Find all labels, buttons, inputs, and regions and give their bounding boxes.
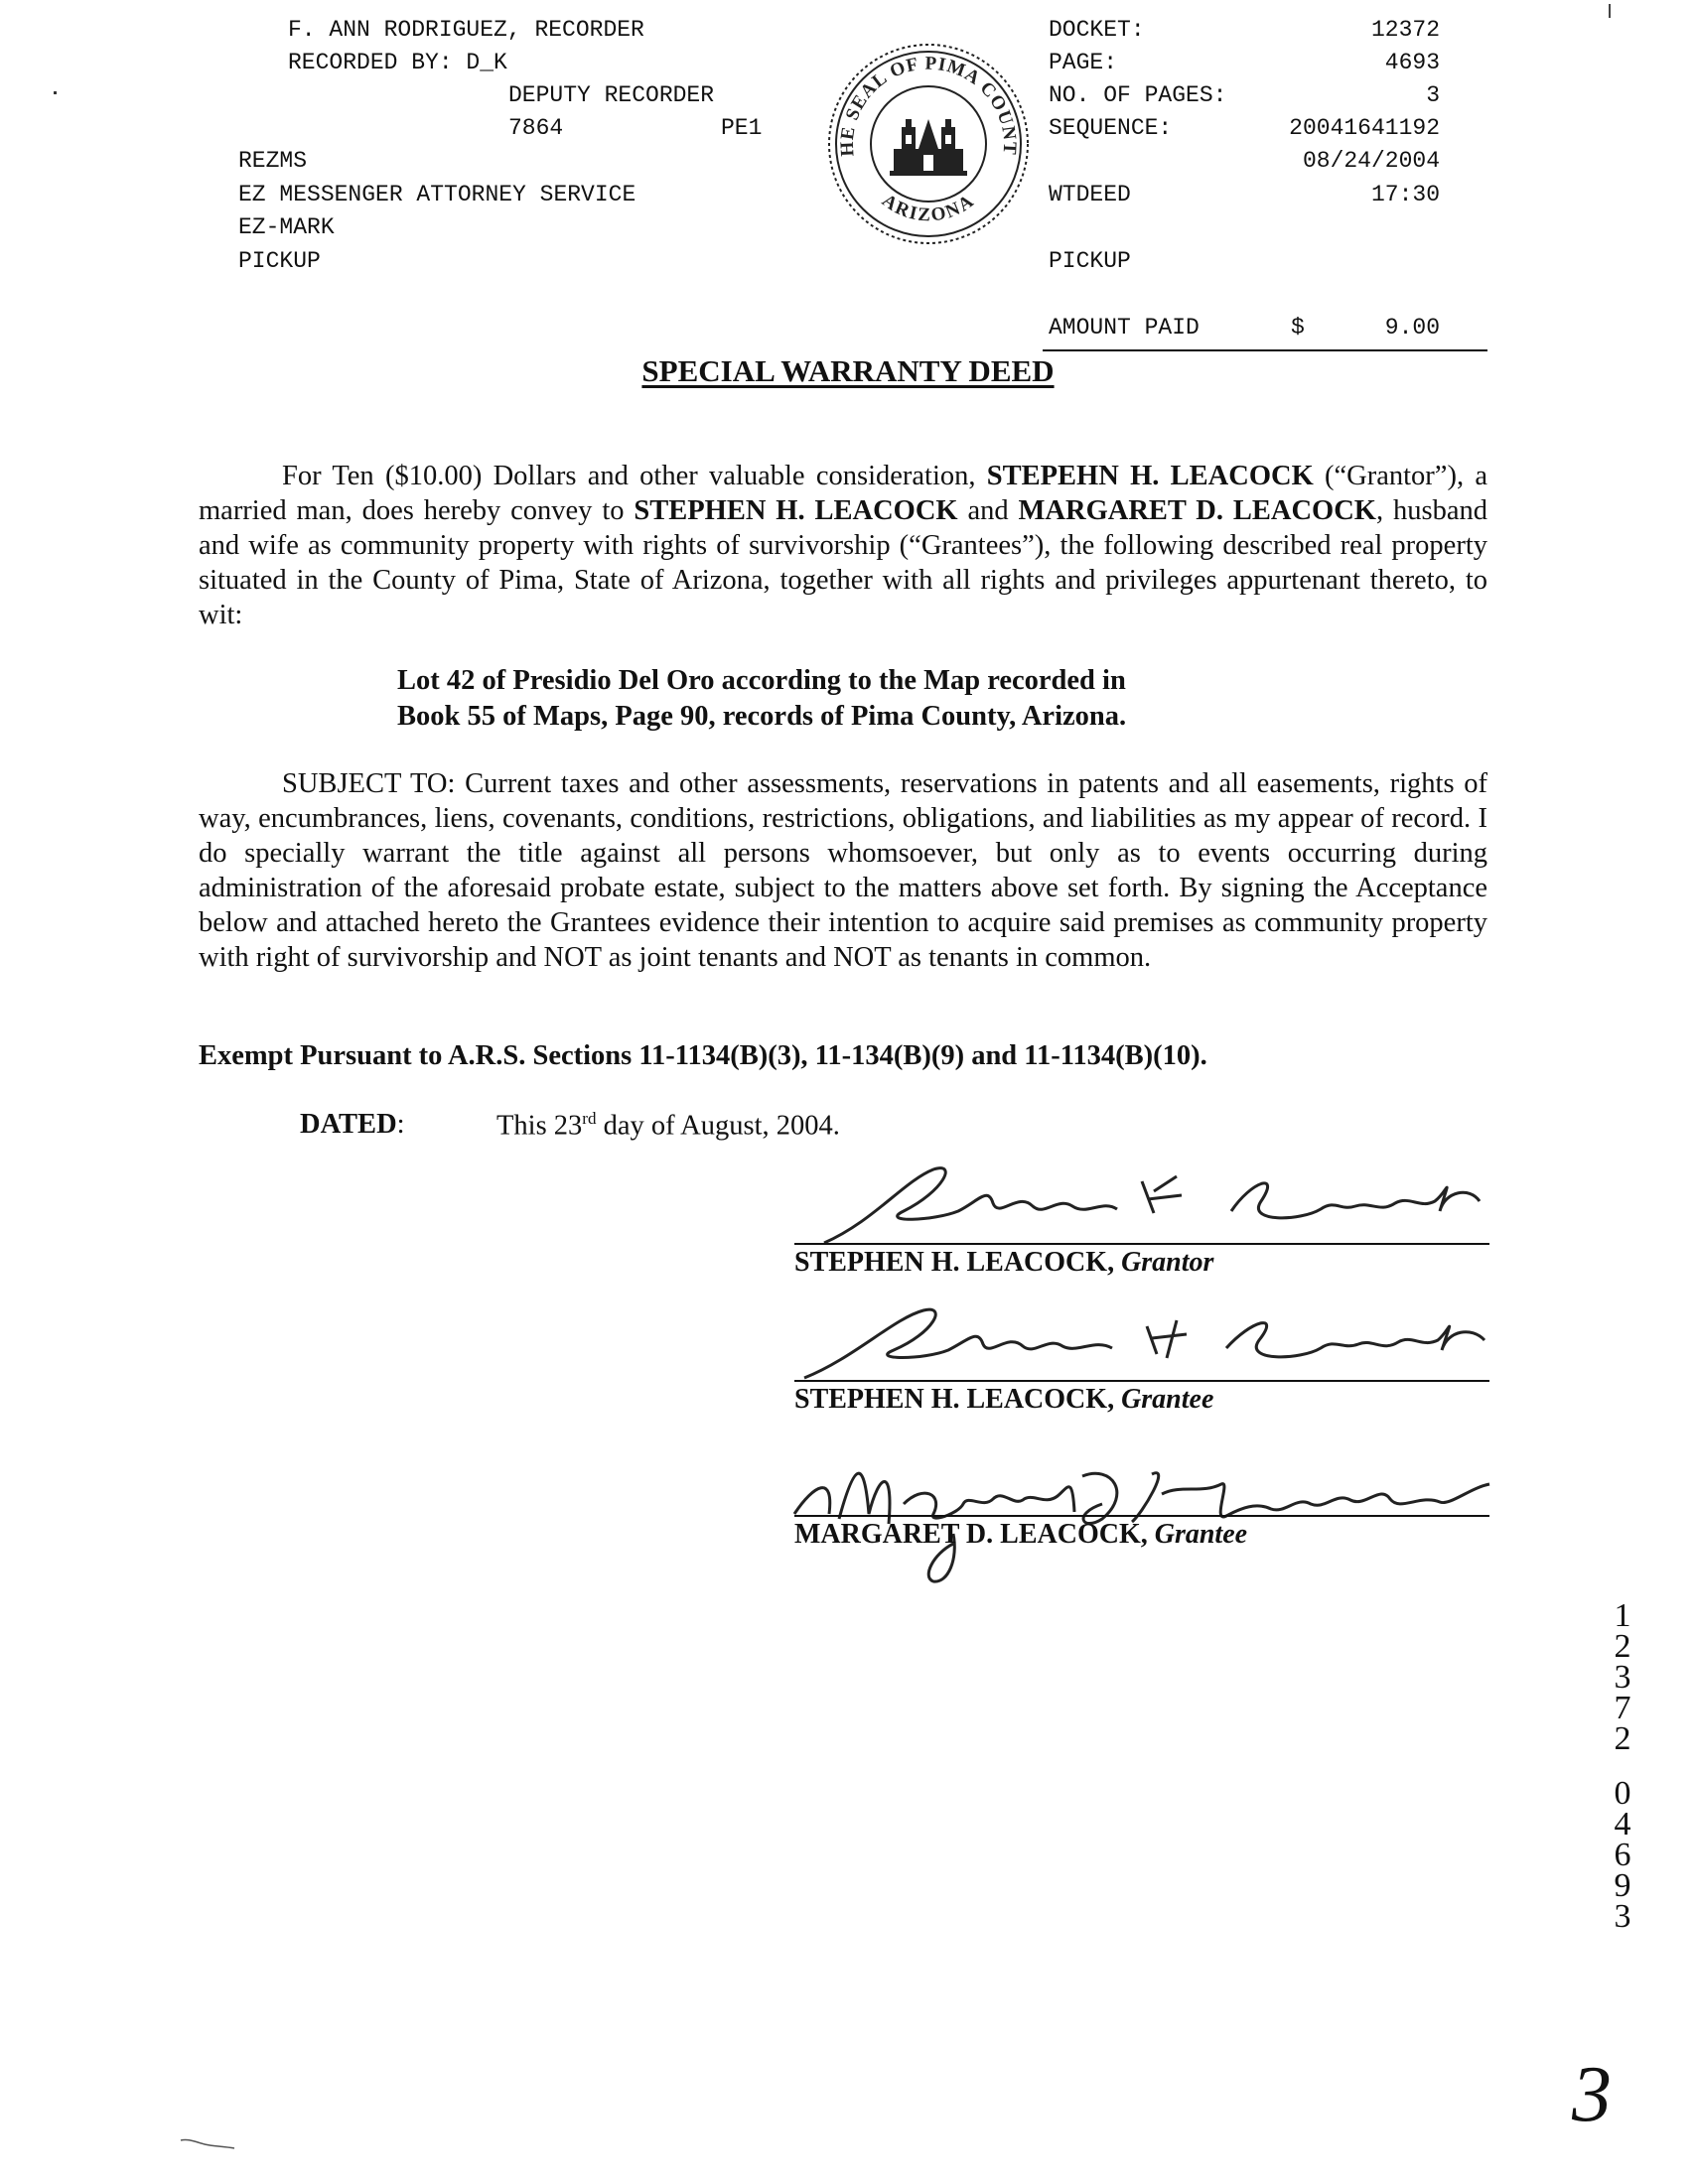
docket-value: 12372 [1370, 17, 1440, 43]
dated-value-post: day of August, 2004. [596, 1110, 840, 1142]
header-divider [1043, 349, 1487, 351]
amount-currency: $ [1291, 315, 1305, 341]
page-label: PAGE: [1049, 50, 1118, 75]
line-messenger-service: EZ MESSENGER ATTORNEY SERVICE [238, 182, 636, 207]
dated-label: DATED [300, 1109, 397, 1140]
signature-grantor [784, 1152, 1499, 1251]
grantor-name: STEPEHN H. LEACOCK [986, 461, 1314, 491]
amount-paid-label: AMOUNT PAID [1049, 315, 1200, 341]
recorder-code-right: PE1 [721, 115, 763, 141]
dated-value-sup: rd [582, 1109, 597, 1128]
signer-1-caption: STEPHEN H. LEACOCK, Grantor [794, 1247, 1214, 1278]
signature-grantee-1 [784, 1289, 1499, 1388]
document-title: SPECIAL WARRANTY DEED [641, 353, 1055, 388]
legal-description-line-1: Lot 42 of Presidio Del Oro according to the Map recorded in [397, 665, 1126, 696]
seal-text-top: HE SEAL OF PIMA COUNT [836, 53, 1021, 158]
dated-line [300, 1109, 405, 1141]
scan-edge-mark [1609, 4, 1611, 18]
seal-text-bottom: ARIZONA [878, 190, 979, 226]
signer-2-caption: STEPHEN H. LEACOCK, Grantee [794, 1384, 1214, 1415]
line-ezmark: EZ-MARK [238, 214, 335, 240]
margin-docket-page-number: 1 2 3 7 2 0 4 6 9 3 [1614, 1597, 1631, 1935]
pages-label: NO. OF PAGES: [1049, 82, 1227, 108]
signer-1-name: STEPHEN H. LEACOCK [794, 1247, 1108, 1278]
pima-county-seal [824, 40, 1033, 248]
sequence-value: 20041641192 [1289, 115, 1440, 141]
subject-to-paragraph: SUBJECT TO: Current taxes and other assessments, reservations in patents and all easements, rights of way, encumbrances, liens, covenants, conditions, restrictions, obligations, and liabilities as my appear of record. I do specially warrant the title against all persons whomsoever, but only as to events occurring during administration of the aforesaid probate estate, subject to the matters above set forth. By signing the Acceptance below and attached hereto the Grantees evidence their intention to acquire said premises as community property with right of survivorship and NOT as joint tenants and NOT as tenants in common. [199, 768, 1487, 973]
dated-value-pre: This 23 [496, 1110, 583, 1142]
scan-smudge [179, 2136, 238, 2150]
conveyance-text-2: (“Grantor”), a married man, does hereby convey to [199, 461, 1487, 526]
signer-1-role: Grantor [1121, 1247, 1214, 1278]
legal-description-line-2: Book 55 of Maps, Page 90, records of Pima County, Arizona. [397, 701, 1127, 732]
signer-2-name: STEPHEN H. LEACOCK [794, 1384, 1108, 1415]
signer-2-role: Grantee [1121, 1384, 1214, 1415]
document-type: WTDEED [1049, 182, 1131, 207]
seal-icon [824, 40, 1033, 248]
pages-value: 3 [1426, 82, 1440, 108]
docket-label: DOCKET: [1049, 17, 1145, 43]
conveyance-text-1: For Ten ($10.00) Dollars and other valuable consideration, [282, 461, 987, 491]
scan-speck [54, 91, 57, 94]
line-pickup-right: PICKUP [1049, 248, 1131, 274]
record-date: 08/24/2004 [1302, 148, 1440, 174]
record-time: 17:30 [1370, 182, 1440, 207]
conveyance-paragraph [199, 459, 1487, 632]
dated-colon: : [396, 1109, 405, 1140]
sequence-label: SEQUENCE: [1049, 115, 1173, 141]
svg-text:ARIZONA [878, 190, 979, 225]
signer-3-name: MARGARET D. LEACOCK [794, 1519, 1141, 1550]
page-value: 4693 [1384, 50, 1440, 75]
page-mark: 3 [1572, 2051, 1612, 2138]
signature-stephen-grantee [784, 1289, 1499, 1388]
signature-line-2 [794, 1380, 1489, 1382]
signature-line-1 [794, 1243, 1489, 1245]
recorded-by: RECORDED BY: D_K [288, 50, 507, 75]
recorder-name: F. ANN RODRIGUEZ, RECORDER [288, 17, 644, 43]
signer-3-caption: MARGARET D. LEACOCK, Grantee [794, 1519, 1248, 1550]
line-rezms: REZMS [238, 148, 308, 174]
conveyance-text-3: and [957, 495, 1019, 526]
grantee-name-2: MARGARET D. LEACOCK [1018, 495, 1376, 526]
signature-line-3 [794, 1515, 1489, 1517]
grantee-name-1: STEPHEN H. LEACOCK [634, 495, 958, 526]
signer-3-role: Grantee [1154, 1519, 1248, 1550]
deputy-recorder: DEPUTY RECORDER [508, 82, 715, 108]
dated-value [496, 1109, 840, 1143]
exemption-statement: Exempt Pursuant to A.R.S. Sections 11-1134(B)(3), 11-134(B)(9) and 11-1134(B)(10). [199, 1040, 1207, 1071]
line-pickup-left: PICKUP [238, 248, 321, 274]
amount-paid-value: 9.00 [1384, 315, 1440, 341]
signature-stephen-grantor [784, 1152, 1499, 1251]
conveyance-text-4: , husband and wife as community property with rights of survivorship (“Grantees”), the following described real property situated in the County of Pima, State of Arizona, together with all rights and privileges appurtenant thereto, to wit: [199, 495, 1487, 630]
recorder-code-left: 7864 [508, 115, 564, 141]
